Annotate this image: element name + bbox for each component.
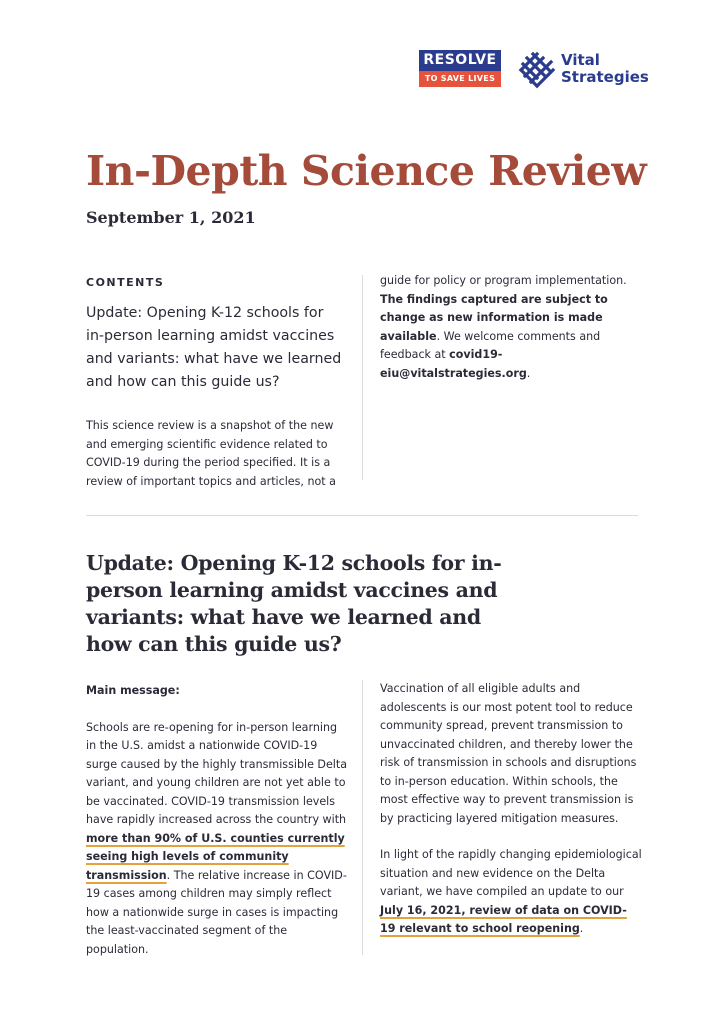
intro-continued-text: guide for policy or program implementation. (380, 274, 627, 287)
section-title: Update: Opening K-12 schools for in-person learning amidst vaccines and variants: what have we learned and how can this guide us? (86, 551, 502, 656)
contents-heading: CONTENTS (86, 276, 165, 289)
resolve-logo-text: RESOLVE (419, 50, 501, 71)
main-message-label: Main message: (86, 684, 180, 697)
vital-wordmark-line2: Strategies (561, 68, 649, 86)
vital-wordmark-line1: Vital (561, 51, 600, 69)
paragraph-text: . (579, 922, 584, 935)
main-message-column (86, 682, 348, 959)
right-column (380, 680, 642, 939)
contents-intro-continued (380, 272, 650, 383)
vital-strategies-logo (517, 50, 647, 90)
contents-intro-text: This science review is a snapshot of the new and emerging scientific evidence related to COVID-19 during the period specified. It is a review of important topics and articles, not a (86, 419, 336, 488)
column-divider (362, 275, 363, 480)
publication-date: September 1, 2021 (86, 208, 256, 227)
vital-strategies-mark-icon (517, 50, 557, 90)
contents-section (86, 276, 342, 491)
logo-bar (419, 50, 649, 90)
main-message-paragraph (86, 719, 348, 960)
feedback-text: . We welcome comments and feedback at (380, 329, 601, 361)
column-divider (362, 680, 363, 955)
update-paragraph (380, 846, 642, 939)
section-divider (86, 515, 638, 516)
school-reopening-review-link[interactable]: July 16, 2021, review of data on COVID-19 relevant to school reopening (380, 903, 627, 935)
feedback-end: . (526, 366, 531, 380)
paragraph-text: Schools are re-opening for in-person learning in the U.S. amidst a nationwide COVID-19 surge caused by the highly transmissible Delta variant, and young children are not yet able to be vaccinated. COVID-19 transmission levels have rapidly increased across the country with (86, 720, 348, 826)
findings-disclaimer: The findings captured are subject to change as new information is made available (380, 292, 608, 343)
page-title: In-Depth Science Review (86, 147, 647, 195)
contents-link-update[interactable]: Update: Opening K-12 schools for in-person learning amidst vaccines and variants: what have we learned and how can this guide us? (86, 305, 342, 390)
paragraph-text: . The relative increase in COVID-19 cases among children may simply reflect how a nationwide surge in cases is impacting the least-vaccinated segment of the population. (86, 868, 347, 956)
vital-strategies-wordmark (561, 52, 649, 86)
resolve-to-save-lives-logo (419, 50, 501, 87)
feedback-email-link[interactable]: covid19-eiu@vitalstrategies.org (380, 348, 527, 380)
resolve-logo-tagline: TO SAVE LIVES (419, 71, 501, 87)
community-transmission-link[interactable]: more than 90% of U.S. counties currently seeing high levels of community transmission (86, 831, 345, 882)
vaccination-paragraph: Vaccination of all eligible adults and adolescents is our most potent tool to reduce community spread, prevent transmission to unvaccinated children, and thereby lower the risk of transmission in schools and disruptions to in-person education. Within schools, the most effective way to prevent transmission is by practicing layered mitigation measures. (380, 682, 637, 825)
paragraph-text: In light of the rapidly changing epidemiological situation and new evidence on the Delta variant, we have compiled an update to our (380, 848, 642, 898)
